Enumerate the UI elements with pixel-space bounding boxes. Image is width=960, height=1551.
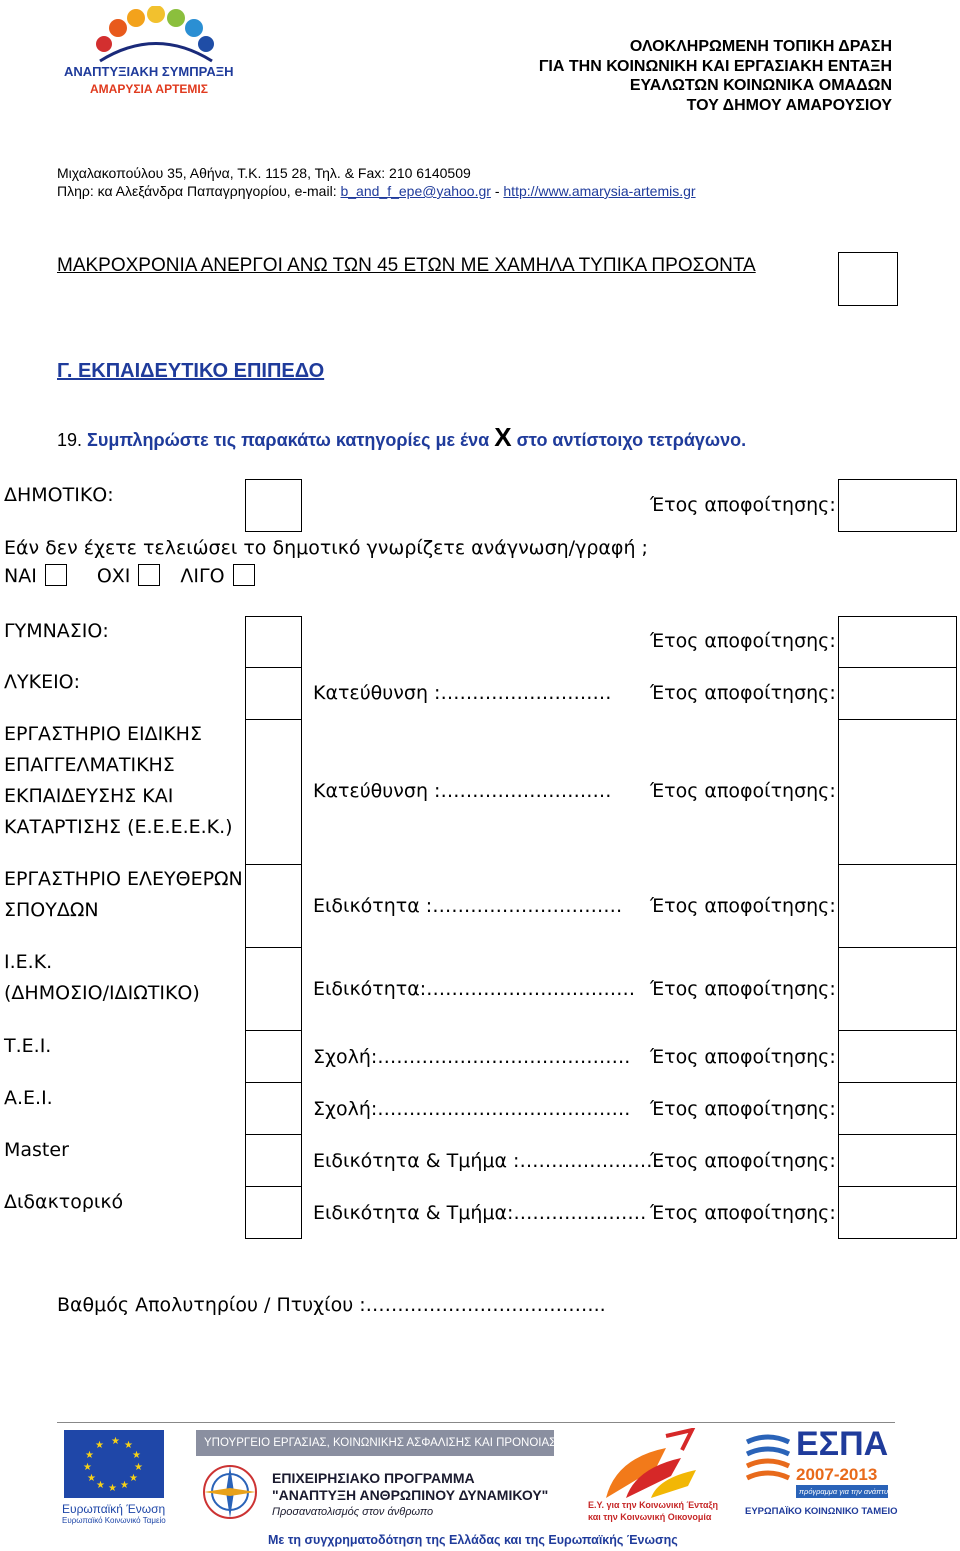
svg-text:★: ★ [132,1450,141,1461]
website-link[interactable]: http://www.amarysia-artemis.gr [503,183,696,199]
espa-sub: πρόγραμμα για την ανάπτυξη [799,1487,896,1496]
svg-text:★: ★ [111,1436,120,1447]
tei-checkbox[interactable] [245,1030,302,1083]
social-inclusion-logo-icon [596,1428,706,1500]
master-year-field[interactable] [838,1134,957,1187]
primary-year-label: Έτος αποφοίτησης: [650,494,836,516]
aei-year-label: Έτος αποφοίτησης: [650,1098,836,1120]
svg-text:★: ★ [134,1462,143,1473]
contact-prefix: Πληρ: κα Αλεξάνδρα Παπαγρηγορίου, e-mail: [57,183,341,199]
iek-year-label: Έτος αποφοίτησης: [650,978,836,1000]
title-line: ΕΥΑΛΩΤΩΝ ΚΟΙΝΩΝΙΚΑ ΟΜΑΔΩΝ [629,77,892,94]
grade-field[interactable]: Βαθμός Απολυτηρίου / Πτυχίου :……………………………….. [57,1294,606,1316]
compass-icon [200,1462,260,1522]
es-checkbox[interactable] [245,864,302,948]
master-label: Master [4,1139,69,1161]
little-label: ΛΙΓΟ [180,565,225,587]
iek-checkbox[interactable] [245,947,302,1031]
question-19 [57,422,746,453]
title-line: ΤΟΥ ΔΗΜΟΥ ΑΜΑΡΟΥΣΙΟΥ [686,96,892,114]
phd-specialty-field[interactable]: Ειδικότητα & Τμήμα:………………… [313,1202,647,1224]
es-label-1: ΕΡΓΑΣΤΗΡΙΟ ΕΛΕΥΘΕΡΩΝ [4,868,243,890]
question-text-b: στο αντίστοιχο τετράγωνο. [516,430,747,450]
program-title [539,37,892,115]
svg-text:★: ★ [95,1440,104,1451]
little-checkbox[interactable] [233,564,255,586]
eeeek-checkbox[interactable] [245,719,302,865]
iek-label-2: (ΔΗΜΟΣΙΟ/ΙΔΙΩΤΙΚΟ) [4,982,200,1004]
es-year-label: Έτος αποφοίτησης: [650,895,836,917]
gymnasio-label: ΓΥΜΝΑΣΙΟ: [4,620,109,642]
phd-checkbox[interactable] [245,1186,302,1239]
tei-year-field[interactable] [838,1030,957,1083]
gymnasio-checkbox[interactable] [245,616,302,668]
espa-sub-banner [796,1485,896,1498]
contact-line [57,183,696,199]
svg-text:★: ★ [129,1473,138,1484]
eu-stars-icon [64,1430,164,1498]
yes-label: ΝΑΙ [4,565,37,587]
eu-line-1: Ευρωπαϊκή Ένωση [62,1502,166,1516]
ep-line-2: "ΑΝΑΠΤΥΞΗ ΑΝΘΡΩΠΙΝΟΥ ΔΥΝΑΜΙΚΟΥ" [272,1487,549,1503]
address-line: Μιχαλακοπούλου 35, Αθήνα, Τ.Κ. 115 28, Τηλ. & Fax: 210 6140509 [57,165,471,181]
question-x: Χ [494,422,512,452]
iek-specialty-field[interactable]: Ειδικότητα:…………………………… [313,978,636,1000]
es-year-field[interactable] [838,864,957,948]
eeeek-year-field[interactable] [838,719,957,865]
aei-year-field[interactable] [838,1082,957,1135]
title-line: ΟΛΟΚΛΗΡΩΜΕΝΗ ΤΟΠΙΚΗ ΔΡΑΣΗ [629,38,892,55]
footer-divider [57,1422,895,1423]
espa-fund: ΕΥΡΩΠΑΪΚΟ ΚΟΙΝΩΝΙΚΟ ΤΑΜΕΙΟ [745,1506,898,1517]
eeeek-year-label: Έτος αποφοίτησης: [650,780,836,802]
primary-checkbox[interactable] [245,479,302,532]
gymnasio-year-field[interactable] [838,616,957,668]
master-checkbox[interactable] [245,1134,302,1187]
title-line: ΓΙΑ ΤΗΝ ΚΟΙΝΩΝΙΚΗ ΚΑΙ ΕΡΓΑΣΙΑΚΗ ΕΝΤΑΞΗ [538,57,892,75]
iek-label-1: Ι.Ε.Κ. [4,951,53,973]
email-link[interactable]: b_and_f_epe@yahoo.gr [340,183,491,199]
partnership-logo [60,6,250,101]
lykeio-direction-field[interactable]: Κατεύθυνση :……………………… [313,682,612,704]
svg-text:★: ★ [96,1480,105,1491]
ey-line-1: Ε.Υ. για την Κοινωνική Ένταξη [588,1500,718,1510]
ministry-banner [196,1430,557,1456]
eeeek-label-2: ΕΠΑΓΓΕΛΜΑΤΙΚΗΣ [4,754,175,776]
tei-school-field[interactable]: Σχολή:…………………………………. [313,1046,631,1068]
master-year-label: Έτος αποφοίτησης: [650,1150,836,1172]
eu-flag-icon [64,1430,164,1498]
es-specialty-field[interactable]: Ειδικότητα :………………………… [313,895,623,917]
literacy-options [4,561,261,592]
espa-title: ΕΣΠΑ [796,1425,889,1463]
svg-text:★: ★ [83,1462,92,1473]
no-checkbox[interactable] [138,564,160,586]
svg-text:★: ★ [87,1473,96,1484]
tei-label: Τ.Ε.Ι. [4,1035,52,1057]
svg-text:★: ★ [124,1440,133,1451]
phd-label: Διδακτορικό [4,1191,124,1213]
question-number: 19. [57,430,83,450]
question-text-a: Συμπληρώστε τις παρακάτω κατηγορίες με ένα [87,430,490,450]
ey-line-2: και την Κοινωνική Οικονομία [588,1512,712,1522]
ministry-text: ΥΠΟΥΡΓΕΙΟ ΕΡΓΑΣΙΑΣ, ΚΟΙΝΩΝΙΚΗΣ ΑΣΦΑΛΙΣΗΣ ΚΑΙ ΠΡΟΝΟΙΑΣ [204,1437,557,1449]
lykeio-checkbox[interactable] [245,667,302,720]
section-heading: Γ. ΕΚΠΑΙΔΕΥΤΙΚΟ ΕΠΙΠΕΔΟ [57,360,325,382]
espa-years: 2007-2013 [796,1465,878,1484]
eeeek-label-1: ΕΡΓΑΣΤΗΡΙΟ ΕΙΔΙΚΗΣ [4,723,202,745]
eu-line-2: Ευρωπαϊκό Κοινωνικό Ταμείο [62,1516,166,1525]
eu-logo [62,1430,172,1525]
iek-year-field[interactable] [838,947,957,1031]
aei-label: Α.Ε.Ι. [4,1087,53,1109]
eeeek-label-4: ΚΑΤΑΡΤΙΣΗΣ (Ε.Ε.Ε.Ε.Κ.) [4,816,233,838]
lykeio-label: ΛΥΚΕΙΟ: [4,671,81,693]
ep-line-3: Προσανατολισμός στον άνθρωπο [272,1506,434,1518]
yes-checkbox[interactable] [45,564,67,586]
eeeek-direction-field[interactable]: Κατεύθυνση :……………………… [313,780,612,802]
phd-year-field[interactable] [838,1186,957,1239]
aei-school-field[interactable]: Σχολή:…………………………………. [313,1098,631,1120]
es-label-2: ΣΠΟΥΔΩΝ [4,899,99,921]
svg-text:★: ★ [108,1483,117,1494]
separator: - [490,183,504,199]
svg-text:★: ★ [85,1450,94,1461]
svg-text:★: ★ [120,1480,129,1491]
category-label: ΜΑΚΡΟΧΡΟΝΙΑ ΑΝΕΡΓΟΙ ΑΝΩ ΤΩΝ 45 ΕΤΩΝ ΜΕ ΧΑΜΗΛΑ ΤΥΠΙΚΑ ΠΡΟΣΟΝΤΑ [57,255,756,276]
ep-line-1: ΕΠΙΧΕΙΡΗΣΙΑΚΟ ΠΡΟΓΡΑΜΜΑ [272,1470,475,1486]
espa-waves-icon [745,1432,791,1482]
phd-year-label: Έτος αποφοίτησης: [650,1202,836,1224]
primary-label: ΔΗΜΟΤΙΚΟ: [4,484,114,506]
lykeio-year-label: Έτος αποφοίτησης: [650,682,836,704]
lykeio-year-field[interactable] [838,667,957,720]
literacy-question: Εάν δεν έχετε τελειώσει το δημοτικό γνωρίζετε ανάγνωση/γραφή ; [4,537,648,559]
tei-year-label: Έτος αποφοίτησης: [650,1046,836,1068]
no-label: ΟΧΙ [96,565,131,587]
logo-line-2: ΑΜΑΡΥΣΙΑ ΑΡΤΕΜΙΣ [90,82,208,96]
category-checkbox[interactable] [838,252,898,306]
logo-line-1: ΑΝΑΠΤΥΞΙΑΚΗ ΣΥΜΠΡΑΞΗ [64,64,234,79]
gymnasio-year-label: Έτος αποφοίτησης: [650,630,836,652]
master-specialty-field[interactable]: Ειδικότητα & Τμήμα :………………….. [313,1150,665,1172]
primary-year-field[interactable] [838,479,957,532]
eeeek-label-3: ΕΚΠΑΙΔΕΥΣΗΣ ΚΑΙ [4,785,174,807]
aei-checkbox[interactable] [245,1082,302,1135]
cofund-text: Με τη συγχρηματοδότηση της Ελλάδας και της Ευρωπαϊκής Ένωσης [268,1533,678,1547]
